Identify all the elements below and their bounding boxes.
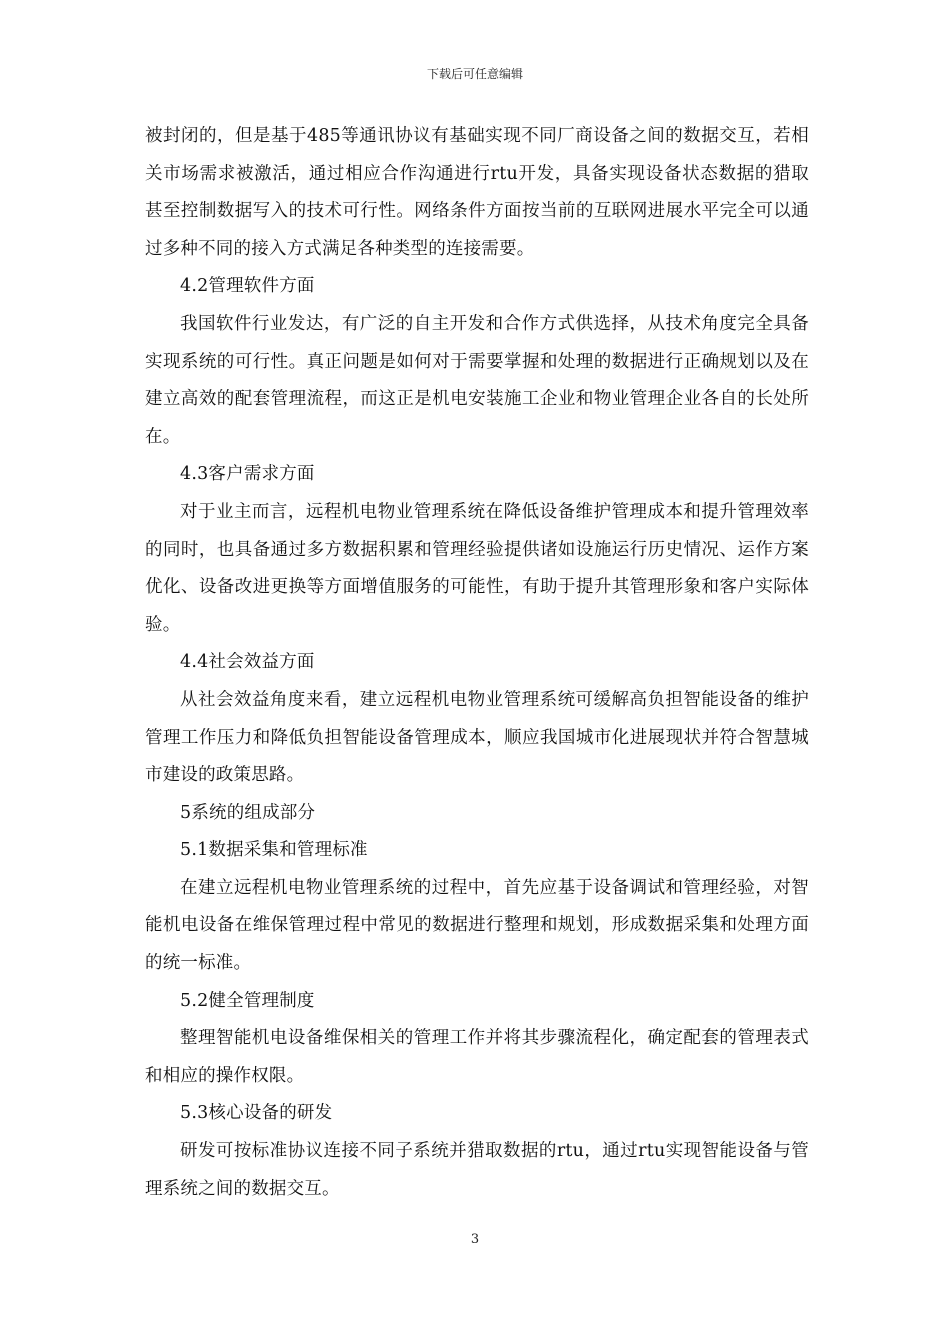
section-heading-5-3: 5.3核心设备的研发 [180,1103,333,1124]
section-heading-5-2: 5.2健全管理制度 [180,990,315,1011]
section-heading-4-4: 4.4社会效益方面 [180,652,315,673]
paragraph-continuation: 被封闭的，但是基于485等通讯协议有基础实现不同厂商设备之间的数据交互，若相关市场需求被激活，通过相应合作沟通进行rtu开发，具备实现设备状态数据的猎取甚至控制数据写入的技术可行性。网络条件方面按当前的互联网进展水平完全可以通过多种不同的接入方式满足各种类型的连接需要。 [145,126,809,259]
paragraph-4-2: 我国软件行业发达，有广泛的自主开发和合作方式供选择，从技术角度完全具备实现系统的可行性。真正问题是如何对于需要掌握和处理的数据进行正确规划以及在建立高效的配套管理流程，而这正是机电安装施工企业和物业管理企业各自的长处所在。 [145,313,809,447]
paragraph-5-2: 整理智能机电设备维保相关的管理工作并将其步骤流程化，确定配套的管理表式和相应的操作权限。 [145,1028,809,1086]
document-body [145,118,809,1208]
paragraph-4-3: 对于业主而言，远程机电物业管理系统在降低设备维护管理成本和提升管理效率的同时，也具备通过多方数据积累和管理经验提供诸如设施运行历史情况、运作方案优化、设备改进更换等方面增值服务的可能性，有助于提升其管理形象和客户实际体验。 [145,501,809,635]
section-heading-5: 5系统的组成部分 [180,802,316,823]
paragraph-5-3: 研发可按标准协议连接不同子系统并猎取数据的rtu，通过rtu实现智能设备与管理系统之间的数据交互。 [145,1141,809,1199]
page-header: 下载后可任意编辑 [426,67,523,81]
paragraph-5-1: 在建立远程机电物业管理系统的过程中，首先应基于设备调试和管理经验，对智能机电设备在维保管理过程中常见的数据进行整理和规划，形成数据采集和处理方面的统一标准。 [145,877,809,974]
section-heading-5-1: 5.1数据采集和管理标准 [180,840,368,861]
section-heading-4-3: 4.3客户需求方面 [180,464,315,485]
paragraph-4-4: 从社会效益角度来看，建立远程机电物业管理系统可缓解高负担智能设备的维护管理工作压力和降低负担智能设备管理成本，顺应我国城市化进展现状并符合智慧城市建设的政策思路。 [145,689,809,786]
page-number: 3 [470,1232,480,1247]
section-heading-4-2: 4.2管理软件方面 [180,276,315,297]
